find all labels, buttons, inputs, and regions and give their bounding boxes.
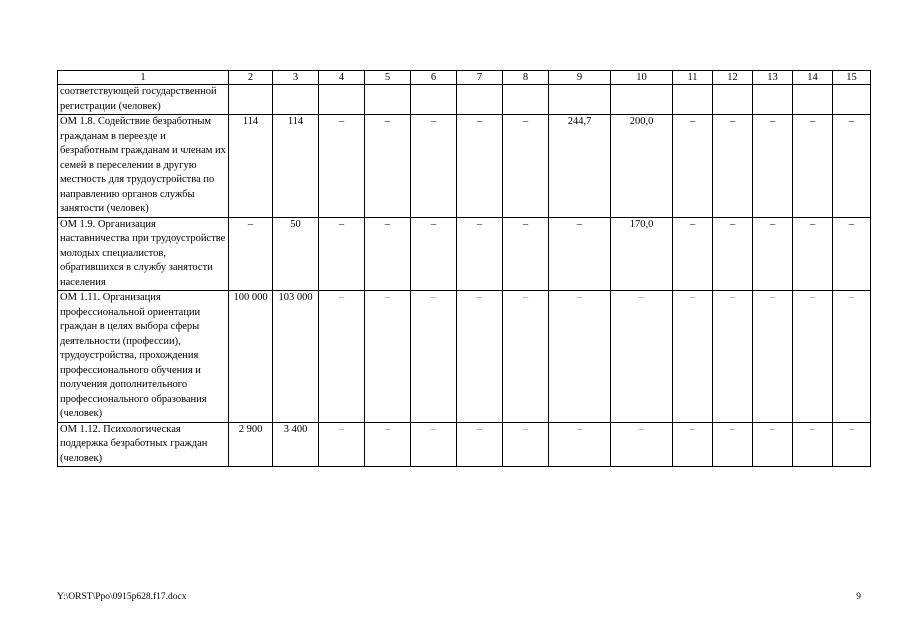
- value-cell: 244,7: [549, 115, 611, 218]
- indicator-name-cell: ОМ 1.11. Организация профессиональной ориентации граждан в целях выбора сферы деятельности (профессии), трудоустройства, прохождения профессионального обучения и получения дополнительного профессионального образования (человек): [58, 291, 229, 423]
- value-cell: 3 400: [273, 422, 319, 467]
- column-header-10: 10: [611, 71, 673, 85]
- value-cell: –: [365, 217, 411, 291]
- table-row: [58, 115, 871, 218]
- column-header-2: 2: [229, 71, 273, 85]
- value-cell: –: [793, 115, 833, 218]
- value-cell: –: [753, 115, 793, 218]
- value-cell: –: [673, 291, 713, 423]
- value-cell: –: [229, 217, 273, 291]
- column-header-15: 15: [833, 71, 871, 85]
- value-cell: –: [411, 422, 457, 467]
- table-header-row: [58, 71, 871, 85]
- value-cell: –: [833, 422, 871, 467]
- value-cell: [229, 85, 273, 115]
- value-cell: [713, 85, 753, 115]
- column-header-5: 5: [365, 71, 411, 85]
- indicator-name-cell: ОМ 1.12. Психологическая поддержка безработных граждан (человек): [58, 422, 229, 467]
- footer-file-path: Y:\ORST\Ppo\0915p628.f17.docx: [57, 592, 187, 602]
- value-cell: 114: [273, 115, 319, 218]
- value-cell: 170,0: [611, 217, 673, 291]
- value-cell: –: [611, 422, 673, 467]
- table-row: [58, 422, 871, 467]
- indicator-name-cell: соответствующей государственной регистрации (человек): [58, 85, 229, 115]
- value-cell: [319, 85, 365, 115]
- value-cell: [549, 85, 611, 115]
- indicator-name-cell: ОМ 1.8. Содействие безработным гражданам в переезде и безработным гражданам и членам их семей в переселении в другую местность для трудоустройства по направлению органов службы занятости (человек): [58, 115, 229, 218]
- data-table: [57, 70, 871, 467]
- value-cell: –: [549, 217, 611, 291]
- value-cell: –: [673, 422, 713, 467]
- value-cell: [273, 85, 319, 115]
- value-cell: [673, 85, 713, 115]
- value-cell: [365, 85, 411, 115]
- value-cell: 100 000: [229, 291, 273, 423]
- value-cell: –: [503, 115, 549, 218]
- value-cell: –: [503, 217, 549, 291]
- value-cell: –: [793, 217, 833, 291]
- value-cell: [611, 85, 673, 115]
- value-cell: –: [673, 115, 713, 218]
- column-header-8: 8: [503, 71, 549, 85]
- value-cell: 50: [273, 217, 319, 291]
- value-cell: –: [549, 291, 611, 423]
- value-cell: –: [411, 291, 457, 423]
- value-cell: –: [319, 291, 365, 423]
- value-cell: –: [753, 422, 793, 467]
- value-cell: –: [753, 217, 793, 291]
- column-header-7: 7: [457, 71, 503, 85]
- value-cell: –: [713, 422, 753, 467]
- value-cell: [833, 85, 871, 115]
- value-cell: –: [833, 291, 871, 423]
- value-cell: [753, 85, 793, 115]
- value-cell: [793, 85, 833, 115]
- column-header-12: 12: [713, 71, 753, 85]
- value-cell: 200,0: [611, 115, 673, 218]
- value-cell: –: [319, 422, 365, 467]
- column-header-13: 13: [753, 71, 793, 85]
- value-cell: –: [549, 422, 611, 467]
- value-cell: –: [457, 291, 503, 423]
- value-cell: –: [411, 115, 457, 218]
- value-cell: –: [365, 291, 411, 423]
- value-cell: [411, 85, 457, 115]
- table-row: [58, 291, 871, 423]
- value-cell: –: [753, 291, 793, 423]
- table-row: [58, 85, 871, 115]
- value-cell: –: [411, 217, 457, 291]
- indicator-name-cell: ОМ 1.9. Организация наставничества при трудоустройстве молодых специалистов, обратившихся в службу занятости населения: [58, 217, 229, 291]
- column-header-11: 11: [673, 71, 713, 85]
- value-cell: –: [457, 217, 503, 291]
- value-cell: –: [713, 115, 753, 218]
- value-cell: –: [833, 217, 871, 291]
- table-row: [58, 217, 871, 291]
- value-cell: –: [365, 115, 411, 218]
- table-body: [58, 85, 871, 467]
- value-cell: –: [713, 291, 753, 423]
- column-header-4: 4: [319, 71, 365, 85]
- value-cell: 114: [229, 115, 273, 218]
- column-header-9: 9: [549, 71, 611, 85]
- document-page: [57, 70, 871, 467]
- value-cell: –: [503, 422, 549, 467]
- value-cell: –: [713, 217, 753, 291]
- value-cell: [503, 85, 549, 115]
- value-cell: 103 000: [273, 291, 319, 423]
- value-cell: –: [833, 115, 871, 218]
- value-cell: –: [611, 291, 673, 423]
- footer-page-number: 9: [856, 592, 861, 602]
- value-cell: 2 900: [229, 422, 273, 467]
- column-header-14: 14: [793, 71, 833, 85]
- value-cell: –: [793, 422, 833, 467]
- value-cell: –: [365, 422, 411, 467]
- value-cell: –: [457, 115, 503, 218]
- value-cell: –: [457, 422, 503, 467]
- column-header-1: 1: [58, 71, 229, 85]
- column-header-6: 6: [411, 71, 457, 85]
- value-cell: –: [793, 291, 833, 423]
- value-cell: –: [319, 115, 365, 218]
- column-header-3: 3: [273, 71, 319, 85]
- value-cell: –: [673, 217, 713, 291]
- value-cell: –: [319, 217, 365, 291]
- value-cell: –: [503, 291, 549, 423]
- value-cell: [457, 85, 503, 115]
